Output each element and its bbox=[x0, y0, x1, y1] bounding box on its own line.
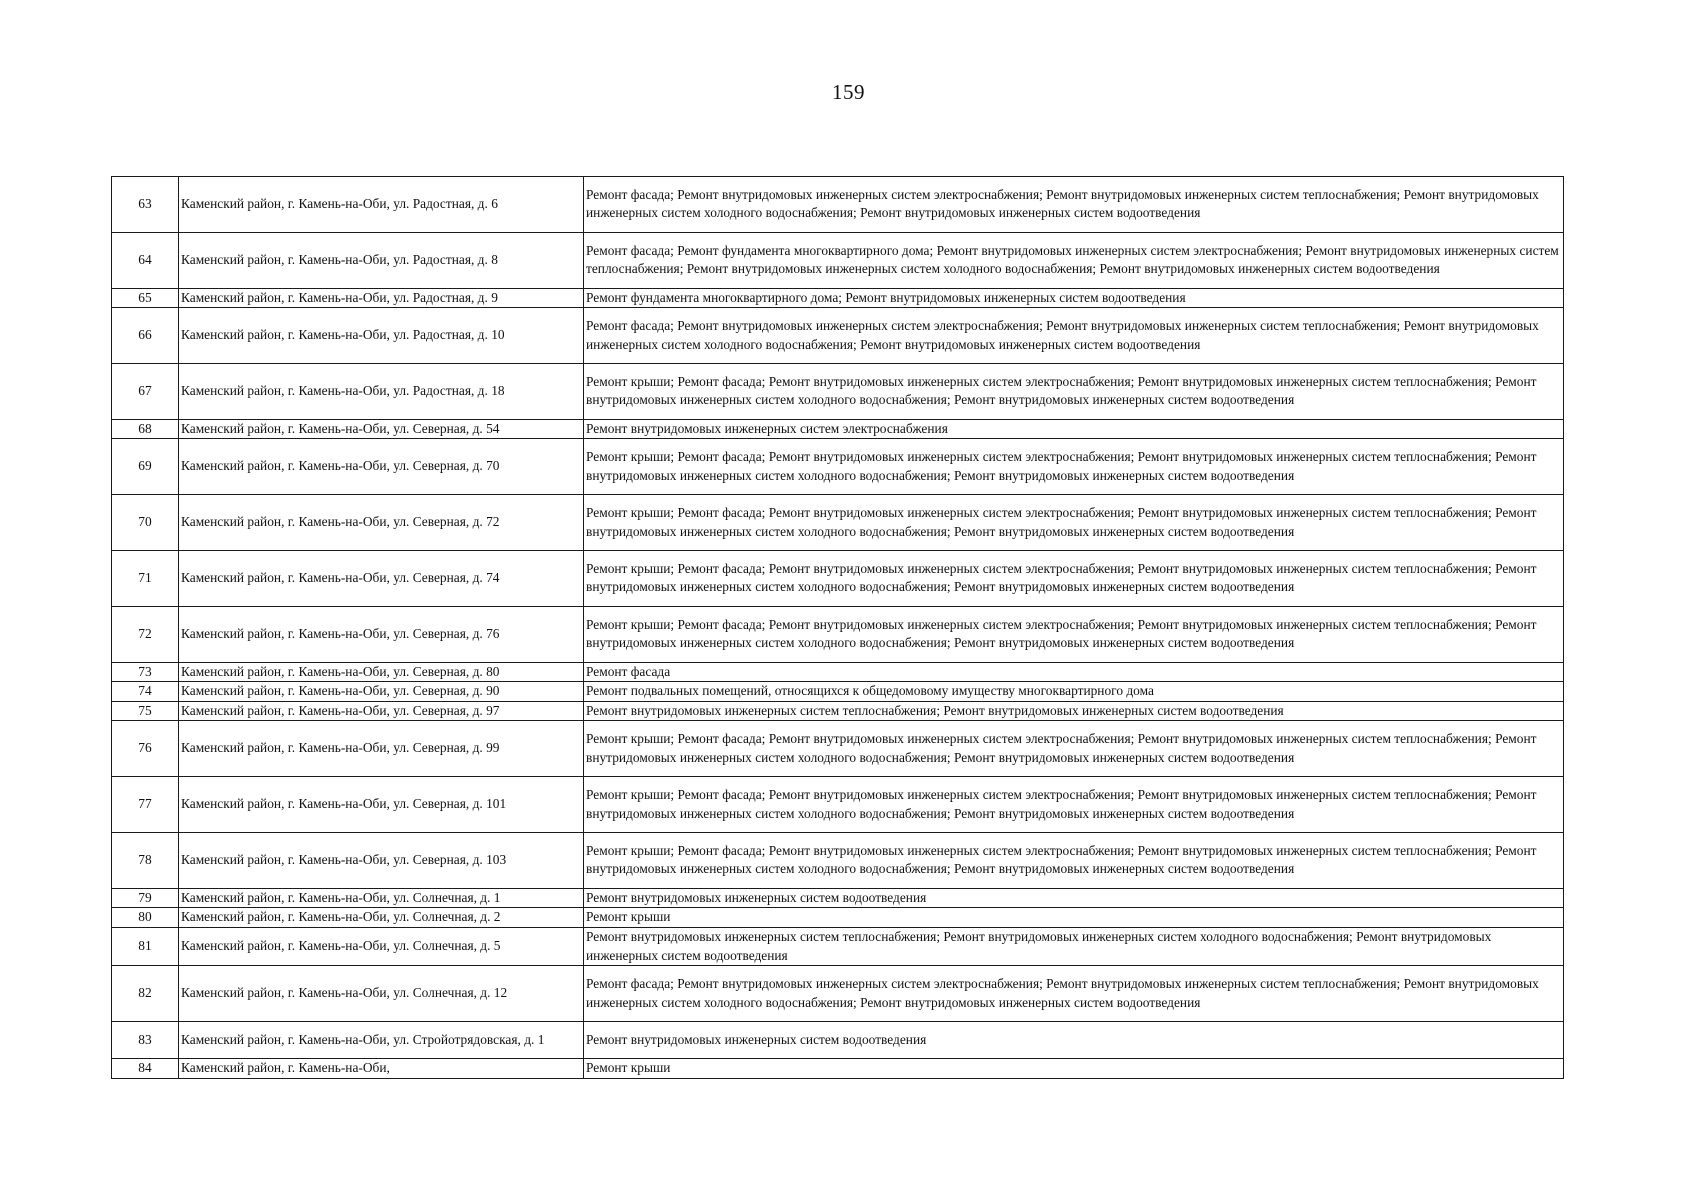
address-cell: Каменский район, г. Камень-на-Оби, ул. Северная, д. 74 bbox=[179, 550, 584, 606]
works-cell: Ремонт подвальных помещений, относящихся к общедомовому имуществу многоквартирного дома bbox=[584, 682, 1564, 702]
table-row bbox=[112, 439, 1564, 495]
repair-register-table bbox=[111, 176, 1564, 1079]
works-cell: Ремонт крыши; Ремонт фасада; Ремонт внутридомовых инженерных систем электроснабжения; Ремонт внутридомовых инженерных систем теплоснабжения; Ремонт внутридомовых инженерных систем холодного водоснабжения; Ремонт внутридомовых инженерных систем водоотведения bbox=[584, 721, 1564, 777]
address-cell: Каменский район, г. Камень-на-Оби, ул. Северная, д. 80 bbox=[179, 662, 584, 682]
table-row bbox=[112, 721, 1564, 777]
address-cell: Каменский район, г. Камень-на-Оби, bbox=[179, 1059, 584, 1079]
table-row bbox=[112, 363, 1564, 419]
address-cell: Каменский район, г. Камень-на-Оби, ул. Стройотрядовская, д. 1 bbox=[179, 1021, 584, 1058]
works-cell: Ремонт крыши; Ремонт фасада; Ремонт внутридомовых инженерных систем электроснабжения; Ремонт внутридомовых инженерных систем теплоснабжения; Ремонт внутридомовых инженерных систем холодного водоснабжения; Ремонт внутридомовых инженерных систем водоотведения bbox=[584, 777, 1564, 833]
row-number-cell: 63 bbox=[112, 177, 179, 233]
row-number-cell: 79 bbox=[112, 888, 179, 908]
address-cell: Каменский район, г. Камень-на-Оби, ул. Радостная, д. 6 bbox=[179, 177, 584, 233]
works-cell: Ремонт внутридомовых инженерных систем электроснабжения bbox=[584, 419, 1564, 439]
works-cell: Ремонт фасада; Ремонт фундамента многоквартирного дома; Ремонт внутридомовых инженерных систем электроснабжения; Ремонт внутридомовых инженерных систем теплоснабжения; Ремонт внутридомовых инженерных систем холодного водоснабжения; Ремонт внутридомовых инженерных систем водоотведения bbox=[584, 232, 1564, 288]
row-number-cell: 74 bbox=[112, 682, 179, 702]
address-cell: Каменский район, г. Камень-на-Оби, ул. Радостная, д. 8 bbox=[179, 232, 584, 288]
table-row bbox=[112, 419, 1564, 439]
works-cell: Ремонт крыши; Ремонт фасада; Ремонт внутридомовых инженерных систем электроснабжения; Ремонт внутридомовых инженерных систем теплоснабжения; Ремонт внутридомовых инженерных систем холодного водоснабжения; Ремонт внутридомовых инженерных систем водоотведения bbox=[584, 439, 1564, 495]
works-cell: Ремонт фасада bbox=[584, 662, 1564, 682]
row-number-cell: 78 bbox=[112, 832, 179, 888]
table-row bbox=[112, 777, 1564, 833]
table-row bbox=[112, 308, 1564, 364]
address-cell: Каменский район, г. Камень-на-Оби, ул. Солнечная, д. 5 bbox=[179, 927, 584, 965]
table-row bbox=[112, 177, 1564, 233]
works-cell: Ремонт крыши bbox=[584, 1059, 1564, 1079]
row-number-cell: 83 bbox=[112, 1021, 179, 1058]
table-row bbox=[112, 662, 1564, 682]
table-body bbox=[112, 177, 1564, 1079]
works-cell: Ремонт крыши; Ремонт фасада; Ремонт внутридомовых инженерных систем электроснабжения; Ремонт внутридомовых инженерных систем теплоснабжения; Ремонт внутридомовых инженерных систем холодного водоснабжения; Ремонт внутридомовых инженерных систем водоотведения bbox=[584, 363, 1564, 419]
table-row bbox=[112, 550, 1564, 606]
works-cell: Ремонт внутридомовых инженерных систем водоотведения bbox=[584, 1021, 1564, 1058]
row-number-cell: 64 bbox=[112, 232, 179, 288]
row-number-cell: 67 bbox=[112, 363, 179, 419]
works-cell: Ремонт фасада; Ремонт внутридомовых инженерных систем электроснабжения; Ремонт внутридомовых инженерных систем теплоснабжения; Ремонт внутридомовых инженерных систем холодного водоснабжения; Ремонт внутридомовых инженерных систем водоотведения bbox=[584, 966, 1564, 1022]
address-cell: Каменский район, г. Камень-на-Оби, ул. Северная, д. 99 bbox=[179, 721, 584, 777]
row-number-cell: 66 bbox=[112, 308, 179, 364]
address-cell: Каменский район, г. Камень-на-Оби, ул. Солнечная, д. 1 bbox=[179, 888, 584, 908]
address-cell: Каменский район, г. Камень-на-Оби, ул. Северная, д. 70 bbox=[179, 439, 584, 495]
address-cell: Каменский район, г. Камень-на-Оби, ул. Северная, д. 97 bbox=[179, 701, 584, 721]
works-cell: Ремонт фасада; Ремонт внутридомовых инженерных систем электроснабжения; Ремонт внутридомовых инженерных систем теплоснабжения; Ремонт внутридомовых инженерных систем холодного водоснабжения; Ремонт внутридомовых инженерных систем водоотведения bbox=[584, 177, 1564, 233]
page-number: 159 bbox=[832, 80, 865, 104]
row-number-cell: 65 bbox=[112, 288, 179, 308]
works-cell: Ремонт крыши; Ремонт фасада; Ремонт внутридомовых инженерных систем электроснабжения; Ремонт внутридомовых инженерных систем теплоснабжения; Ремонт внутридомовых инженерных систем холодного водоснабжения; Ремонт внутридомовых инженерных систем водоотведения bbox=[584, 550, 1564, 606]
works-cell: Ремонт внутридомовых инженерных систем теплоснабжения; Ремонт внутридомовых инженерных систем холодного водоснабжения; Ремонт внутридомовых инженерных систем водоотведения bbox=[584, 927, 1564, 965]
table-row bbox=[112, 832, 1564, 888]
address-cell: Каменский район, г. Камень-на-Оби, ул. Солнечная, д. 12 bbox=[179, 966, 584, 1022]
table-row bbox=[112, 888, 1564, 908]
row-number-cell: 80 bbox=[112, 908, 179, 928]
table-row bbox=[112, 927, 1564, 965]
table-row bbox=[112, 908, 1564, 928]
table-row bbox=[112, 495, 1564, 551]
row-number-cell: 68 bbox=[112, 419, 179, 439]
works-cell: Ремонт крыши; Ремонт фасада; Ремонт внутридомовых инженерных систем электроснабжения; Ремонт внутридомовых инженерных систем теплоснабжения; Ремонт внутридомовых инженерных систем холодного водоснабжения; Ремонт внутридомовых инженерных систем водоотведения bbox=[584, 832, 1564, 888]
address-cell: Каменский район, г. Камень-на-Оби, ул. Радостная, д. 10 bbox=[179, 308, 584, 364]
address-cell: Каменский район, г. Камень-на-Оби, ул. Радостная, д. 18 bbox=[179, 363, 584, 419]
row-number-cell: 72 bbox=[112, 606, 179, 662]
works-cell: Ремонт крыши; Ремонт фасада; Ремонт внутридомовых инженерных систем электроснабжения; Ремонт внутридомовых инженерных систем теплоснабжения; Ремонт внутридомовых инженерных систем холодного водоснабжения; Ремонт внутридомовых инженерных систем водоотведения bbox=[584, 495, 1564, 551]
works-cell: Ремонт крыши; Ремонт фасада; Ремонт внутридомовых инженерных систем электроснабжения; Ремонт внутридомовых инженерных систем теплоснабжения; Ремонт внутридомовых инженерных систем холодного водоснабжения; Ремонт внутридомовых инженерных систем водоотведения bbox=[584, 606, 1564, 662]
address-cell: Каменский район, г. Камень-на-Оби, ул. Северная, д. 76 bbox=[179, 606, 584, 662]
works-cell: Ремонт крыши bbox=[584, 908, 1564, 928]
address-cell: Каменский район, г. Камень-на-Оби, ул. Солнечная, д. 2 bbox=[179, 908, 584, 928]
table-row bbox=[112, 606, 1564, 662]
works-cell: Ремонт внутридомовых инженерных систем водоотведения bbox=[584, 888, 1564, 908]
address-cell: Каменский район, г. Камень-на-Оби, ул. Северная, д. 90 bbox=[179, 682, 584, 702]
row-number-cell: 81 bbox=[112, 927, 179, 965]
works-cell: Ремонт внутридомовых инженерных систем теплоснабжения; Ремонт внутридомовых инженерных систем водоотведения bbox=[584, 701, 1564, 721]
address-cell: Каменский район, г. Камень-на-Оби, ул. Северная, д. 54 bbox=[179, 419, 584, 439]
row-number-cell: 82 bbox=[112, 966, 179, 1022]
row-number-cell: 70 bbox=[112, 495, 179, 551]
table-row bbox=[112, 1021, 1564, 1058]
row-number-cell: 84 bbox=[112, 1059, 179, 1079]
row-number-cell: 76 bbox=[112, 721, 179, 777]
address-cell: Каменский район, г. Камень-на-Оби, ул. Северная, д. 72 bbox=[179, 495, 584, 551]
table-row bbox=[112, 682, 1564, 702]
works-cell: Ремонт фасада; Ремонт внутридомовых инженерных систем электроснабжения; Ремонт внутридомовых инженерных систем теплоснабжения; Ремонт внутридомовых инженерных систем холодного водоснабжения; Ремонт внутридомовых инженерных систем водоотведения bbox=[584, 308, 1564, 364]
table-row bbox=[112, 232, 1564, 288]
address-cell: Каменский район, г. Камень-на-Оби, ул. Радостная, д. 9 bbox=[179, 288, 584, 308]
address-cell: Каменский район, г. Камень-на-Оби, ул. Северная, д. 103 bbox=[179, 832, 584, 888]
address-cell: Каменский район, г. Камень-на-Оби, ул. Северная, д. 101 bbox=[179, 777, 584, 833]
row-number-cell: 71 bbox=[112, 550, 179, 606]
works-cell: Ремонт фундамента многоквартирного дома; Ремонт внутридомовых инженерных систем водоотведения bbox=[584, 288, 1564, 308]
table-row bbox=[112, 966, 1564, 1022]
row-number-cell: 75 bbox=[112, 701, 179, 721]
row-number-cell: 73 bbox=[112, 662, 179, 682]
table-row bbox=[112, 1059, 1564, 1079]
row-number-cell: 77 bbox=[112, 777, 179, 833]
table-row bbox=[112, 701, 1564, 721]
row-number-cell: 69 bbox=[112, 439, 179, 495]
table-row bbox=[112, 288, 1564, 308]
